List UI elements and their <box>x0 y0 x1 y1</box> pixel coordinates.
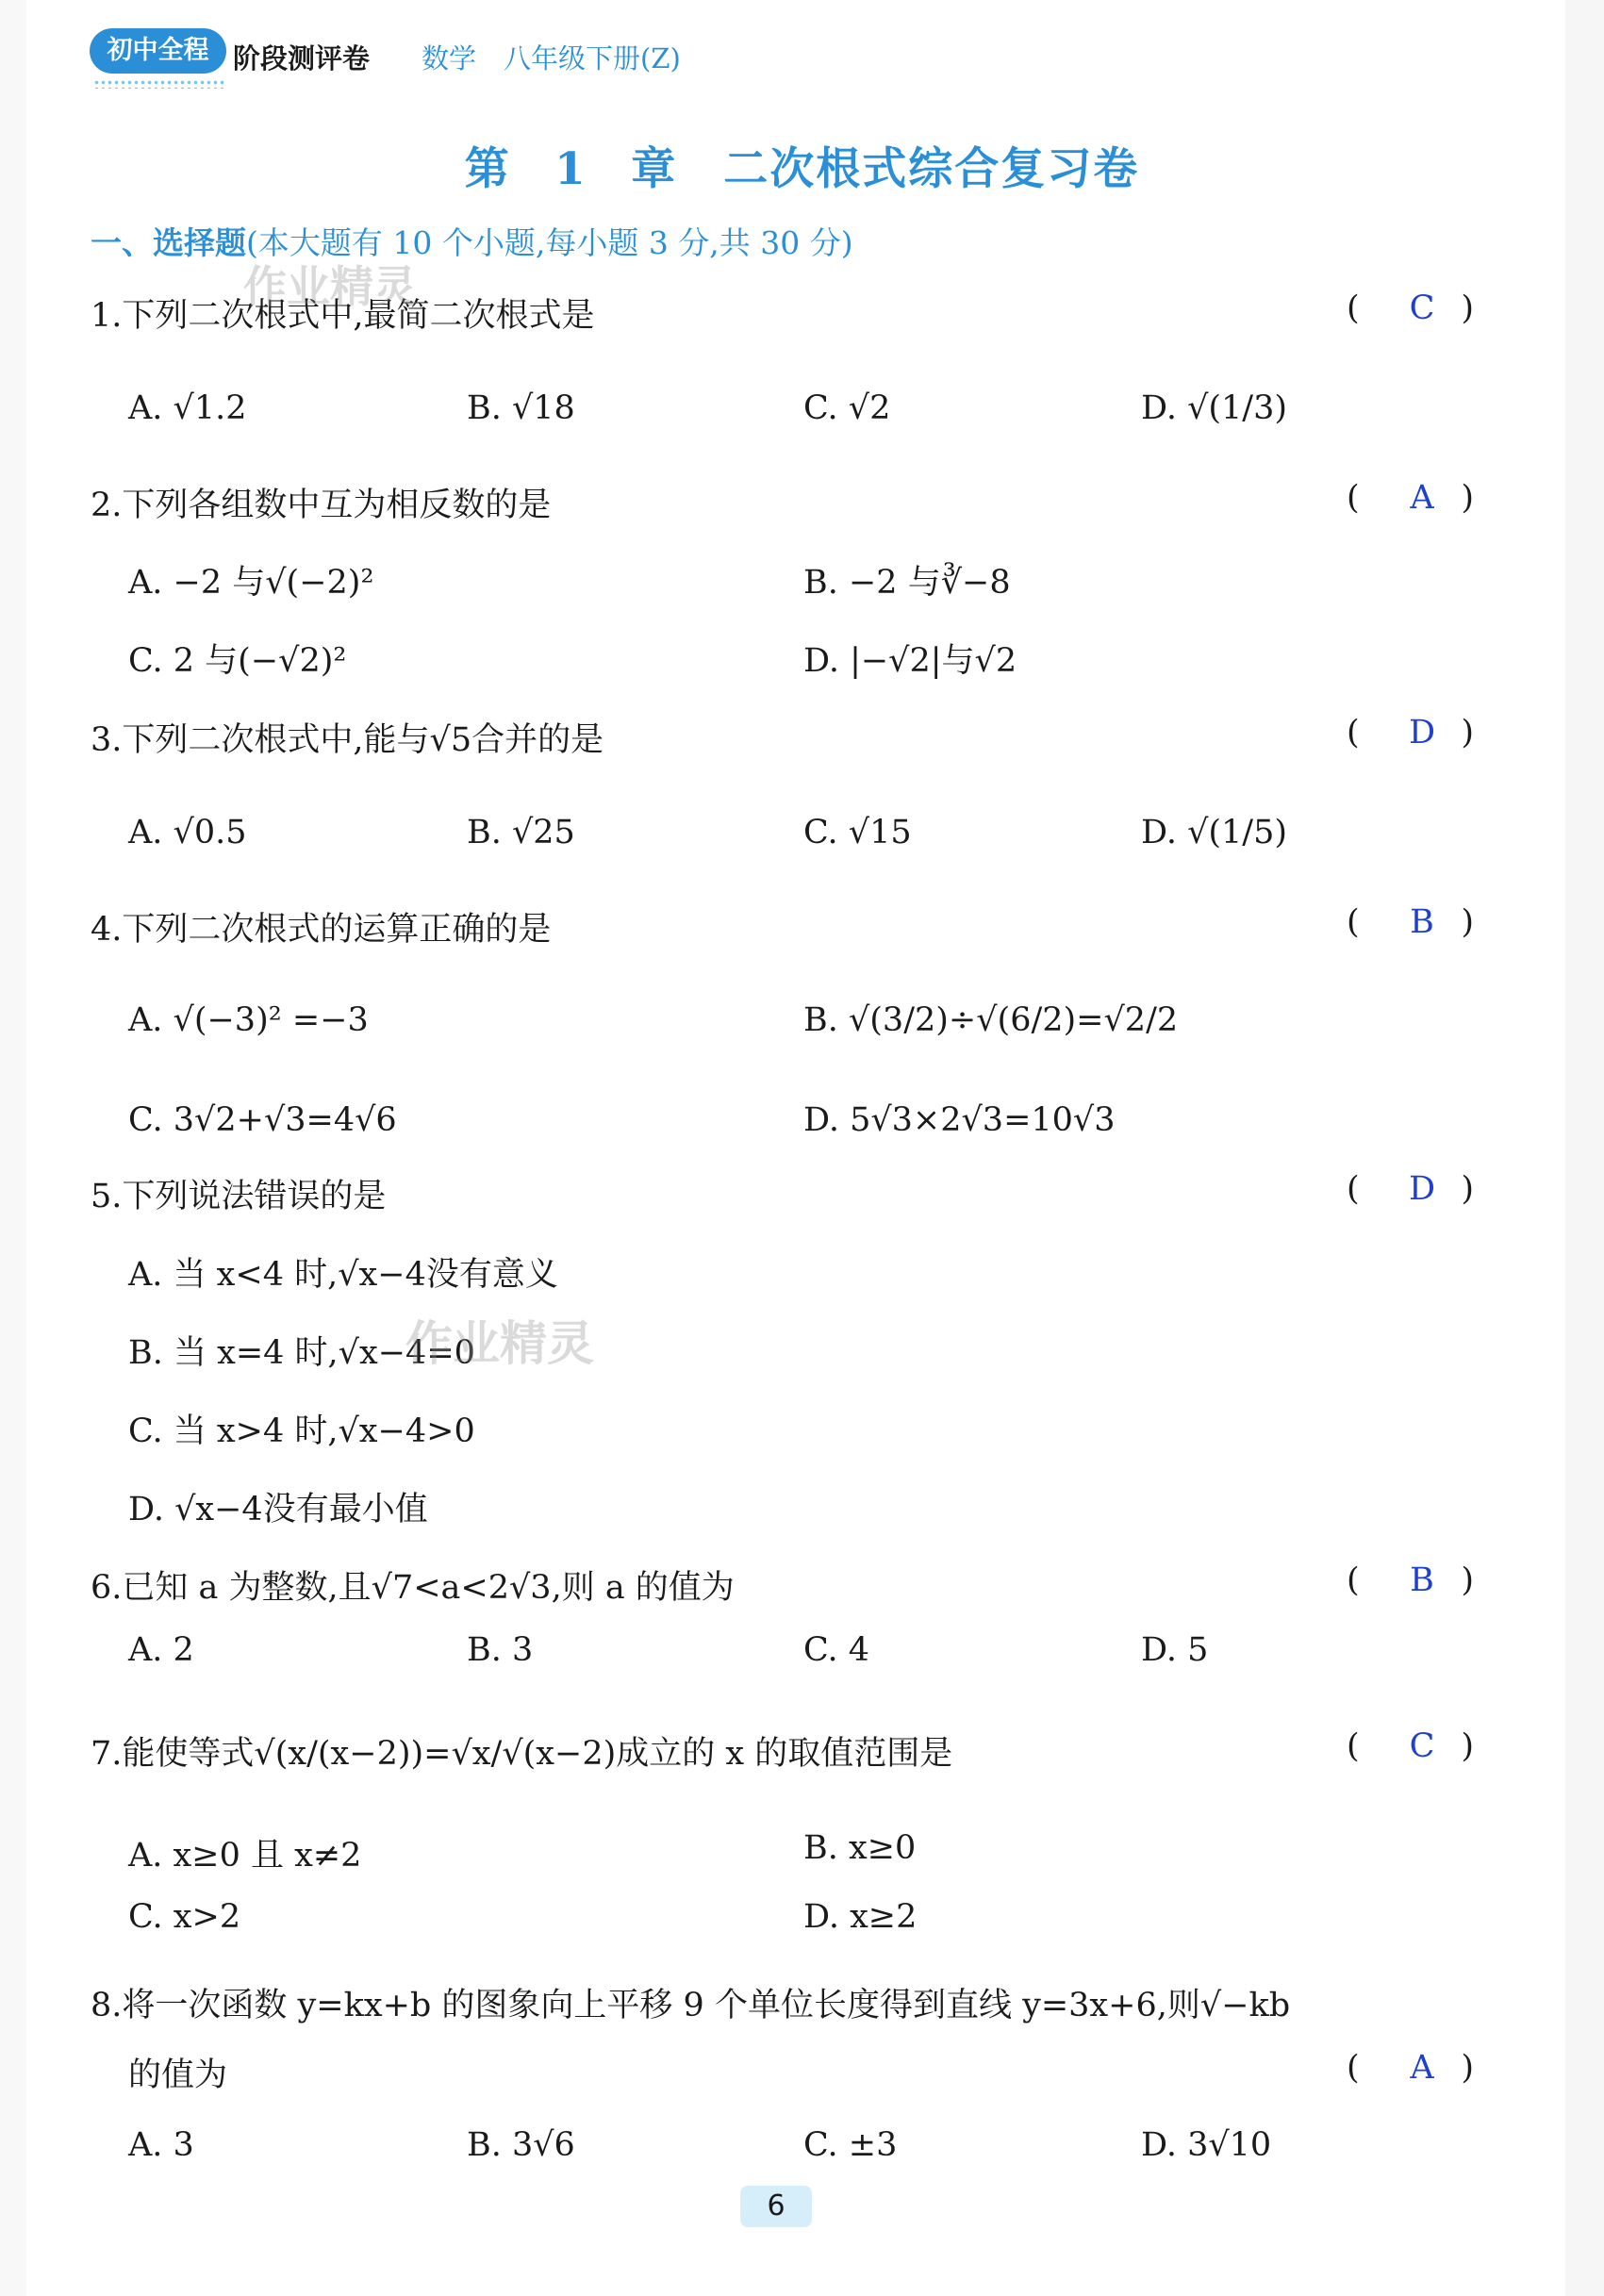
section-note: (本大题有 10 个小题,每小题 3 分,共 30 分) <box>246 224 853 261</box>
option-c: C. √15 <box>803 814 912 851</box>
answer-value: A <box>1410 479 1434 517</box>
option-a: A. 当 x<4 时,√x−4没有意义 <box>128 1256 558 1294</box>
answer-value: B <box>1410 1561 1434 1599</box>
answer-value: C <box>1409 1727 1435 1765</box>
header-subject: 数学 八年级下册(Z) <box>422 42 681 74</box>
option-a: A. √0.5 <box>128 814 247 851</box>
answer-bracket: ( A ) <box>1347 479 1474 517</box>
question-stem: 4.下列二次根式的运算正确的是 <box>91 911 552 949</box>
badge-dots-decoration <box>93 79 225 89</box>
option-a: A. x≥0 且 x≠2 <box>128 1837 362 1875</box>
answer-value: A <box>1410 2049 1434 2087</box>
option-d: D. 5 <box>1141 1631 1209 1669</box>
option-c: C. ±3 <box>803 2126 898 2164</box>
question-stem: 8.将一次函数 y=kx+b 的图象向上平移 9 个单位长度得到直线 y=3x+6,则√−kb <box>91 1987 1291 2024</box>
option-b: B. 当 x=4 时,√x−4=0 <box>128 1334 475 1372</box>
series-badge: 初中全程 <box>90 28 226 74</box>
question-stem: 6.已知 a 为整数,且√7<a<2√3,则 a 的值为 <box>91 1569 735 1607</box>
option-b: B. √18 <box>467 389 575 427</box>
answer-bracket: ( B ) <box>1347 1561 1474 1599</box>
option-a: A. −2 与√(−2)² <box>128 564 374 602</box>
section-label: 一、选择题 <box>91 224 246 261</box>
question-stem: 3.下列二次根式中,能与√5合并的是 <box>91 721 604 759</box>
option-d: D. √(1/3) <box>1141 389 1288 427</box>
option-a: A. √(−3)² =−3 <box>128 1001 369 1039</box>
option-b: B. √25 <box>467 814 575 851</box>
answer-value: C <box>1409 289 1435 327</box>
answer-bracket: ( B ) <box>1347 903 1474 941</box>
option-c: C. 3√2+√3=4√6 <box>128 1101 397 1139</box>
option-b: B. −2 与∛−8 <box>803 564 1011 602</box>
watermark: 作业精灵 <box>405 1316 594 1371</box>
option-d: D. x≥2 <box>803 1898 918 1936</box>
page-number: 6 <box>740 2186 812 2227</box>
answer-bracket: ( C ) <box>1347 289 1474 327</box>
option-d: D. |−√2|与√2 <box>803 642 1017 680</box>
option-c: C. 当 x>4 时,√x−4>0 <box>128 1412 475 1450</box>
answer-bracket: ( D ) <box>1347 1170 1474 1208</box>
option-c: C. √2 <box>803 389 891 427</box>
question-stem: 1.下列二次根式中,最简二次根式是 <box>91 297 595 335</box>
option-d: D. √(1/5) <box>1141 814 1288 851</box>
option-b: B. x≥0 <box>803 1829 917 1867</box>
option-a: A. 2 <box>128 1631 194 1669</box>
answer-value: B <box>1410 903 1434 941</box>
option-a: A. √1.2 <box>128 389 247 427</box>
option-c: C. x>2 <box>128 1898 241 1936</box>
option-d: D. 3√10 <box>1141 2126 1272 2164</box>
answer-bracket: ( D ) <box>1347 714 1474 752</box>
page-right-shadow <box>1565 0 1604 2296</box>
option-c: C. 4 <box>803 1631 870 1669</box>
question-stem-continued: 的值为 <box>128 2056 228 2094</box>
answer-value: D <box>1408 1170 1436 1208</box>
option-b: B. 3√6 <box>467 2126 575 2164</box>
option-b: B. √(3/2)÷√(6/2)=√2/2 <box>803 1001 1179 1039</box>
answer-value: D <box>1408 714 1436 752</box>
option-a: A. 3 <box>128 2126 194 2164</box>
option-b: B. 3 <box>467 1631 534 1669</box>
question-stem: 5.下列说法错误的是 <box>91 1178 387 1215</box>
page-left-shadow <box>0 0 26 2296</box>
question-stem: 7.能使等式√(x/(x−2))=√x/√(x−2)成立的 x 的取值范围是 <box>91 1735 953 1773</box>
page-header <box>90 28 825 89</box>
watermark: 作业精灵 <box>243 261 417 312</box>
option-d: D. 5√3×2√3=10√3 <box>803 1101 1116 1139</box>
option-d: D. √x−4没有最小值 <box>128 1491 428 1528</box>
answer-bracket: ( A ) <box>1347 2049 1474 2087</box>
header-title: 阶段测评卷 <box>233 42 371 74</box>
option-c: C. 2 与(−√2)² <box>128 642 347 680</box>
section-heading <box>91 219 853 263</box>
answer-bracket: ( C ) <box>1347 1727 1474 1765</box>
question-stem: 2.下列各组数中互为相反数的是 <box>91 487 552 524</box>
page-title: 第 1 章 二次根式综合复习卷 <box>464 143 1140 195</box>
